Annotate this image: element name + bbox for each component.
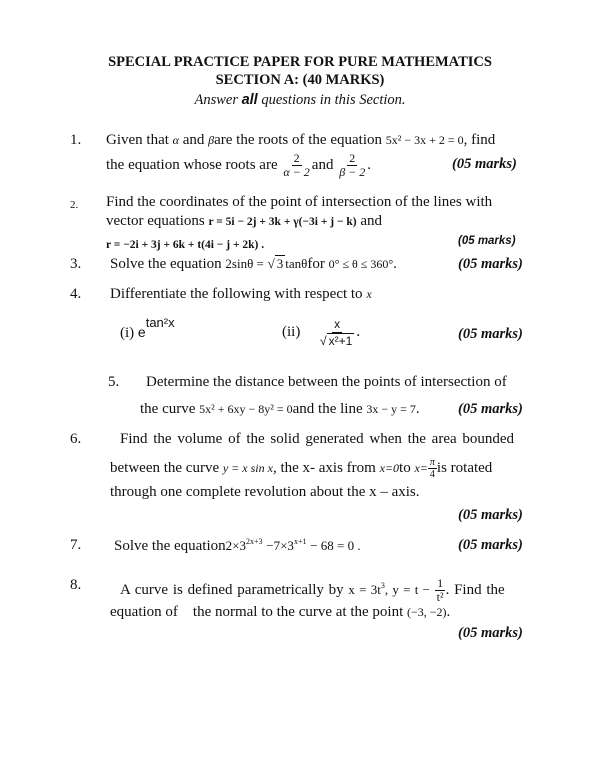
beta-symbol: β	[208, 133, 215, 147]
q6-text-a: between the curve	[110, 459, 220, 476]
q8-y-eq: , y = t −	[384, 581, 430, 597]
part1-exponent: tan²x	[145, 315, 175, 330]
q6-text-c: is rotated	[436, 459, 493, 476]
q3-end: .	[393, 256, 397, 272]
q7-line	[114, 537, 361, 555]
q6-pi-fraction	[428, 457, 437, 480]
q8-fraction	[435, 577, 446, 604]
q8-line1	[120, 577, 505, 604]
q8-x-eq: x = 3t	[348, 581, 381, 597]
q8-text-b: . Find the	[445, 581, 505, 598]
fraction-denominator: t²	[436, 590, 444, 604]
q1-text-d: the equation whose roots are	[106, 156, 278, 173]
alpha-symbol: α	[172, 133, 179, 147]
fraction-denominator: 4	[429, 469, 435, 480]
q6-text-b: , the x- axis from	[272, 459, 376, 476]
q8-point: (−3, −2)	[407, 605, 447, 619]
q6-to-lhs: x=	[414, 460, 428, 475]
question-number: 7.	[70, 537, 82, 553]
q5-line1: Determine the distance between the points of intersection of	[146, 374, 507, 390]
q3-eq-b: tanθ	[285, 256, 308, 271]
q6-curve: y = x sin x	[222, 460, 273, 475]
instruction-post: questions in this Section.	[257, 92, 406, 108]
q2-line3	[106, 235, 264, 253]
q2-line2-text: vector equations	[106, 213, 205, 229]
q3-range: 0° ≤ θ ≤ 360°	[328, 257, 394, 271]
q8-text-d: the normal to the curve at the point	[192, 604, 404, 620]
q5-text: the curve	[140, 401, 196, 417]
part-label: (i)	[120, 325, 135, 341]
question-number: 1.	[70, 132, 82, 148]
q7-exp1: 2x+3	[246, 537, 263, 546]
question-number: 4.	[70, 286, 82, 302]
q8-end: .	[446, 604, 451, 620]
q3-eq-a: 2sinθ =	[225, 256, 264, 271]
q7-exp2: x+1	[293, 537, 307, 546]
q4-var: x	[366, 287, 372, 301]
q1-text-b: are the roots of the equation	[214, 132, 382, 148]
q3-line	[110, 256, 397, 273]
fraction-denominator: α − 2	[283, 165, 310, 179]
fraction-denominator: √ x²+1	[320, 334, 353, 348]
q5-mid: and the line	[292, 401, 363, 417]
sqrt-radicand: x²+1	[328, 334, 353, 348]
q2-vector-eq-2: r = −2i + 3j + 6k + t(4i − j + 2k) .	[106, 239, 265, 251]
q4-marks: (05 marks)	[458, 326, 523, 342]
q5-line2	[140, 401, 420, 418]
sqrt-radicand: 3	[276, 256, 284, 271]
instruction-pre: Answer	[194, 92, 242, 108]
q5-line-eq: 3x − y = 7	[366, 402, 416, 416]
question-number: 3.	[70, 256, 82, 272]
section-title: SECTION A: (40 MARKS)	[215, 72, 385, 88]
q1-text-c: , find	[463, 132, 496, 148]
q1-line1	[106, 132, 495, 149]
fraction-numerator: π	[429, 457, 435, 468]
q6-line3: through one complete revolution about the x – axis.	[110, 484, 420, 500]
q5-marks: (05 marks)	[458, 401, 523, 417]
q8-x-exp: 3	[380, 580, 385, 590]
instruction-line	[0, 92, 600, 109]
fraction-denominator: β − 2	[339, 165, 366, 179]
q5-curve: 5x² + 6xy − 8y² = 0	[199, 402, 293, 416]
fraction-numerator: 2	[293, 151, 300, 165]
q1-equation: 5x² − 3x + 2 = 0	[385, 133, 464, 147]
q2-line2-end: and	[360, 213, 383, 229]
q5-end: .	[415, 401, 420, 417]
q1-marks: (05 marks)	[452, 156, 517, 172]
q7-eq-end: − 68 = 0 .	[310, 538, 361, 553]
q1-and: and	[182, 132, 205, 148]
question-number: 5.	[108, 374, 120, 390]
q1-text-a: Given that	[106, 132, 169, 148]
q6-marks: (05 marks)	[458, 507, 523, 523]
paper-title: SPECIAL PRACTICE PAPER FOR PURE MATHEMATICS	[108, 54, 492, 70]
q2-vector-eq-1: r = 5i − 2j + 3k + γ(−3i + j − k)	[208, 216, 357, 228]
q4-part-ii-label: (ii)	[282, 324, 301, 340]
q4-part2-end: .	[356, 323, 361, 341]
q2-line1: Find the coordinates of the point of intersection of the lines with	[106, 194, 493, 210]
q1-fraction-2	[337, 152, 367, 179]
q1-and2: and	[311, 156, 334, 173]
q3-sqrt: √ 3	[267, 256, 284, 271]
q6-line1: Find the volume of the solid generated when the area bounded	[120, 431, 515, 447]
question-number: 8.	[70, 577, 82, 593]
fraction-numerator: x	[334, 317, 341, 331]
fraction-numerator: 1	[437, 576, 444, 590]
q3-text: Solve the equation	[110, 256, 222, 272]
q1-end: .	[367, 156, 372, 173]
q1-fraction-1	[281, 152, 311, 179]
q7-marks: (05 marks)	[458, 537, 523, 553]
q6-to: to	[399, 459, 411, 476]
q7-eq: 2×3	[225, 538, 246, 553]
q4-part-i	[120, 315, 175, 342]
q7-eq-mid: −7×3	[266, 538, 294, 553]
question-number: 2.	[70, 199, 79, 211]
q6-line2	[110, 457, 492, 480]
q7-text: Solve the equation	[114, 538, 226, 554]
instruction-emphasis: all	[241, 92, 258, 108]
fraction-numerator: 2	[349, 151, 356, 165]
q1-line2	[106, 152, 371, 179]
q4-line	[110, 286, 372, 303]
q3-marks: (05 marks)	[458, 256, 523, 272]
q8-text-a: A curve is defined parametrically by	[120, 581, 344, 598]
q3-for: for	[307, 256, 325, 272]
q8-marks: (05 marks)	[458, 625, 523, 641]
q2-line2	[106, 213, 382, 230]
part1-base: e	[137, 324, 146, 340]
q4-fraction	[318, 316, 356, 349]
q4-text: Differentiate the following with respect to	[110, 286, 363, 302]
q8-line2	[110, 604, 450, 621]
q4-part-ii	[318, 316, 360, 349]
q8-text-c: equation of	[110, 604, 178, 620]
q6-from: x=0	[379, 460, 400, 475]
question-number: 6.	[70, 431, 82, 447]
q2-marks: (05 marks)	[458, 235, 516, 247]
